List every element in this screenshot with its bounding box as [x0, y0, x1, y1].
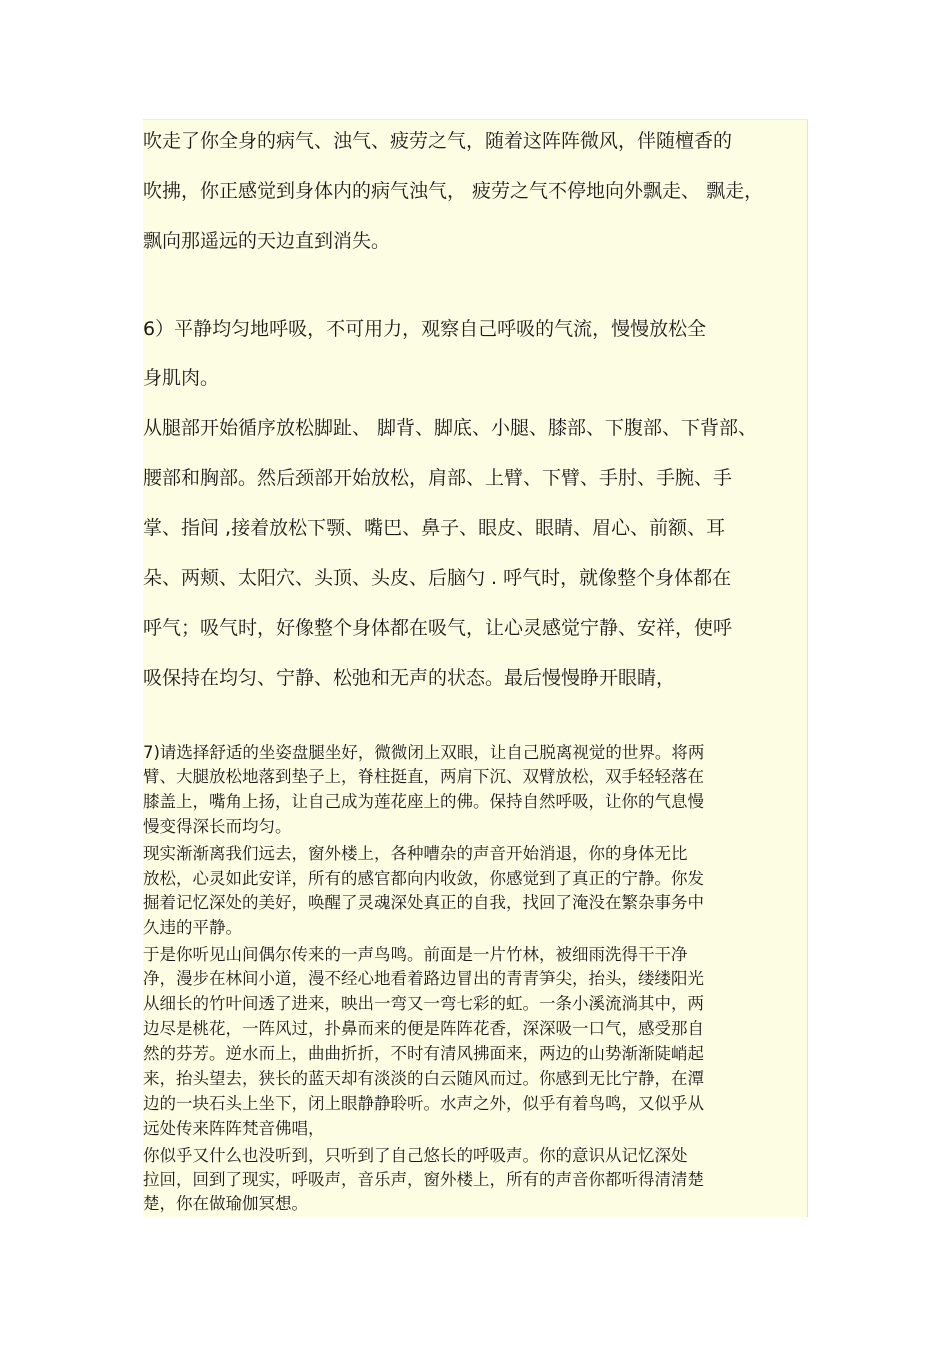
paragraph-line: 臂、大腿放松地落到垫子上，脊柱挺直，两肩下沉、双臂放松，双手轻轻落在: [143, 767, 704, 786]
paragraph-line: 净，漫步在林间小道，漫不经心地看着路边冒出的青青笋尖，抬头，缕缕阳光: [143, 969, 704, 988]
paragraph-line: 身肌肉。: [143, 367, 220, 389]
paragraph-line: 朵、两颊、太阳穴、头顶、头皮、后脑勺 . 呼气时，就像整个身体都在: [143, 567, 732, 589]
paragraph-line: 吸保持在均匀、宁静、松弛和无声的状态。最后慢慢睁开眼睛，: [143, 667, 676, 689]
paragraph-line: 来，抬头望去，狭长的蓝天却有淡淡的白云随风而过。你感到无比宁静，在潭: [143, 1069, 704, 1088]
paragraph-line: 边尽是桃花，一阵风过，扑鼻而来的便是阵阵花香，深深吸一口气，感受那自: [143, 1019, 704, 1038]
paragraph-line: 拉回，回到了现实，呼吸声，音乐声，窗外楼上，所有的声音你都听得清清楚: [143, 1170, 704, 1189]
paragraph-line: 久违的平静。: [143, 918, 242, 937]
paragraph-line: 然的芬芳。逆水而上，曲曲折折，不时有清风拂面来，两边的山势渐渐陡峭起: [143, 1044, 704, 1063]
paragraph-line: 飘向那遥远的天边直到消失。: [143, 230, 391, 252]
paragraph-line: 从腿部开始循序放松脚趾、 脚背、脚底、小腿、膝部、下腹部、下背部、: [143, 417, 758, 439]
paragraph-line: 边的一块石头上坐下，闭上眼静静聆听。水声之外，似乎有着鸟鸣，又似乎从: [143, 1094, 704, 1113]
paragraph-line: 你似乎又什么也没听到，只听到了自己悠长的呼吸声。你的意识从记忆深处: [143, 1146, 688, 1165]
paragraph-line: 放松，心灵如此安详，所有的感官都向内收敛，你感觉到了真正的宁静。你发: [143, 869, 704, 888]
step-7-heading-line: 7)请选择舒适的坐姿盘腿坐好，微微闭上双眼，让自己脱离视觉的世界。将两: [143, 743, 705, 762]
paragraph-line: 吹拂，你正感觉到身体内的病气浊气， 疲劳之气不停地向外飘走、 飘走，: [143, 180, 764, 202]
paragraph-line: 远处传来阵阵梵音佛唱，: [143, 1119, 325, 1138]
paragraph-line: 从细长的竹叶间透了进来，映出一弯又一弯七彩的虹。一条小溪流淌其中，两: [143, 994, 704, 1013]
paragraph-line: 掘着记忆深处的美好，唤醒了灵魂深处真正的自我，找回了淹没在繁杂事务中: [143, 893, 704, 912]
paragraph-line: 呼气；吸气时，好像整个身体都在吸气，让心灵感觉宁静、安祥，使呼: [143, 617, 733, 639]
paragraph-line: 吹走了你全身的病气、浊气、疲劳之气，随着这阵阵微风，伴随檀香的: [143, 130, 733, 152]
paragraph-line: 腰部和胸部。然后颈部开始放松，肩部、上臂、下臂、手肘、手腕、手: [143, 467, 733, 489]
paragraph-line: 现实渐渐离我们远去，窗外楼上，各种嘈杂的声音开始消退，你的身体无比: [143, 844, 688, 863]
paragraph-line: 楚，你在做瑜伽冥想。: [143, 1194, 308, 1213]
paragraph-line: 慢变得深长而均匀。: [143, 817, 292, 836]
paragraph-line: 于是你听见山间偶尔传来的一声鸟鸣。前面是一片竹林，被细雨洗得干干净: [143, 945, 688, 964]
step-6-heading-line: 6）平静均匀地呼吸，不可用力，观察自己呼吸的气流，慢慢放松全: [143, 318, 707, 340]
paragraph-line: 膝盖上，嘴角上扬，让自己成为莲花座上的佛。保持自然呼吸，让你的气息慢: [143, 792, 704, 811]
paragraph-line: 掌、指间 ,接着放松下颚、嘴巴、鼻子、眼皮、眼睛、眉心、前额、耳: [143, 517, 726, 539]
